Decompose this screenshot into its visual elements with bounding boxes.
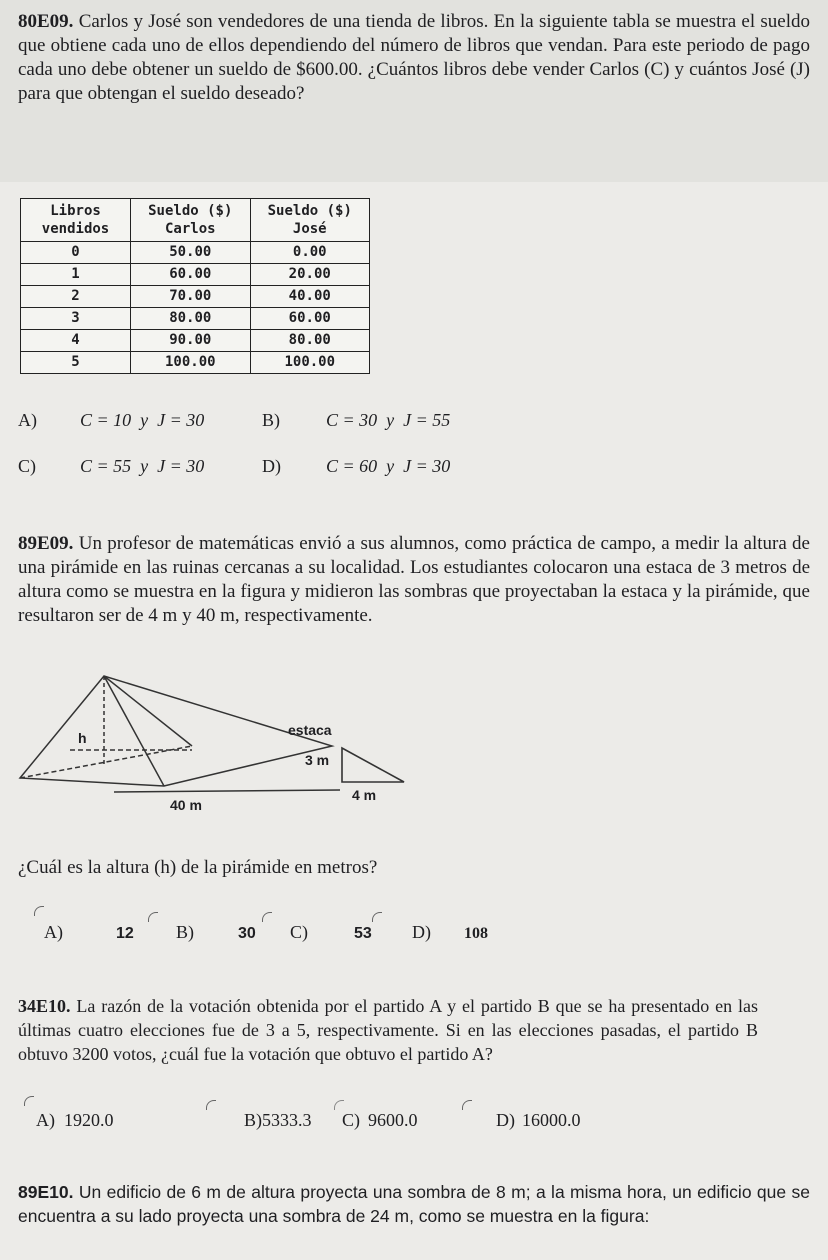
option-letter: D) bbox=[496, 1110, 515, 1130]
option-text: 16000.0 bbox=[522, 1110, 581, 1130]
table-row bbox=[21, 308, 370, 330]
option-letter: C) bbox=[18, 456, 36, 476]
option-text: 108 bbox=[464, 925, 488, 942]
radio-option-d[interactable] bbox=[462, 1100, 472, 1110]
table-cell: 4 bbox=[21, 330, 131, 352]
option-text: 9600.0 bbox=[368, 1110, 418, 1130]
table-cell: 90.00 bbox=[131, 330, 250, 352]
option-a[interactable] bbox=[36, 1110, 114, 1131]
question-prompt-text: ¿Cuál es la altura (h) de la pirámide en metros? bbox=[18, 857, 378, 878]
table-cell: 100.00 bbox=[131, 352, 250, 374]
question-89e09 bbox=[18, 532, 810, 628]
base-length-label: 40 m bbox=[170, 797, 202, 813]
table-cell: 40.00 bbox=[250, 286, 369, 308]
option-text: C = 10 y J = 30 bbox=[80, 410, 205, 430]
option-text: 53 bbox=[354, 925, 372, 942]
option-text: C = 55 y J = 30 bbox=[80, 456, 205, 476]
option-d[interactable] bbox=[496, 1110, 581, 1131]
option-letter: C) bbox=[342, 1110, 360, 1130]
radio-option-a[interactable] bbox=[34, 906, 44, 916]
radio-option-b[interactable] bbox=[148, 912, 158, 922]
table-cell: 100.00 bbox=[250, 352, 369, 374]
stake-title: estaca bbox=[288, 722, 332, 738]
radio-option-a[interactable] bbox=[24, 1096, 34, 1106]
option-d[interactable] bbox=[412, 922, 488, 943]
table-cell: 0 bbox=[21, 242, 131, 264]
table-cell: 2 bbox=[21, 286, 131, 308]
radio-option-d[interactable] bbox=[372, 912, 382, 922]
table-cell: 5 bbox=[21, 352, 131, 374]
header-jose: Sueldo ($) José bbox=[250, 199, 369, 242]
option-text: 1920.0 bbox=[64, 1110, 114, 1130]
option-letter: B) bbox=[176, 922, 194, 942]
question-text: Carlos y José son vendedores de una tienda de libros. En la siguiente tabla se muestra el sueldo que obtiene cada uno de ellos dependiendo del número de libros que vendan. Para este periodo de pago cada uno debe obtener un sueldo de $600.00. ¿Cuántos libros debe vender Carlos (C) y cuántos José (J) para que obtengan el sueldo deseado? bbox=[18, 11, 811, 104]
pyramid-outline bbox=[20, 676, 332, 786]
salary-table bbox=[20, 198, 370, 374]
pyramid-edge bbox=[104, 676, 192, 746]
table-cell: 3 bbox=[21, 308, 131, 330]
table-header-row bbox=[21, 199, 370, 242]
option-text: 30 bbox=[238, 925, 256, 942]
pyramid-base-line bbox=[20, 746, 192, 778]
option-b[interactable] bbox=[244, 1110, 312, 1131]
pyramid-figure bbox=[14, 670, 434, 830]
stake-triangle bbox=[342, 748, 404, 782]
option-letter: D) bbox=[412, 922, 431, 942]
table-cell: 60.00 bbox=[131, 264, 250, 286]
option-c[interactable] bbox=[290, 922, 372, 943]
radio-option-c[interactable] bbox=[262, 912, 272, 922]
table-row bbox=[21, 352, 370, 374]
option-letter: A) bbox=[36, 1110, 55, 1130]
option-b[interactable] bbox=[176, 922, 256, 943]
option-letter: D) bbox=[262, 456, 281, 476]
table-row bbox=[21, 264, 370, 286]
question-id: 80E09. bbox=[18, 11, 74, 32]
height-label: h bbox=[78, 730, 87, 746]
radio-option-b[interactable] bbox=[206, 1100, 216, 1110]
table-cell: 80.00 bbox=[131, 308, 250, 330]
question-id: 34E10. bbox=[18, 996, 71, 1016]
table-row bbox=[21, 330, 370, 352]
option-letter: A) bbox=[18, 410, 37, 430]
stake-height-label: 3 m bbox=[305, 752, 330, 768]
table-row bbox=[21, 242, 370, 264]
option-letter: B) bbox=[244, 1110, 262, 1130]
option-text: C = 60 y J = 30 bbox=[326, 456, 451, 476]
question-prompt bbox=[18, 856, 810, 880]
question-id: 89E09. bbox=[18, 533, 74, 554]
option-b[interactable] bbox=[262, 410, 450, 431]
option-c[interactable] bbox=[342, 1110, 418, 1131]
table-cell: 60.00 bbox=[250, 308, 369, 330]
question-34e10 bbox=[18, 994, 758, 1066]
option-letter: C) bbox=[290, 922, 308, 942]
option-c[interactable] bbox=[18, 456, 204, 477]
option-letter: B) bbox=[262, 410, 280, 430]
option-a[interactable] bbox=[18, 410, 204, 431]
header-books: Libros vendidos bbox=[21, 199, 131, 242]
option-text: 5333.3 bbox=[262, 1110, 312, 1130]
table-cell: 80.00 bbox=[250, 330, 369, 352]
question-text: La razón de la votación obtenida por el partido A y el partido B que se ha presentado en las últimas cuatro elecciones fue de 3 a 5, respectivamente. Si en las elecciones pasadas, el partido B obtuvo 3200 votos, ¿cuál fue la votación que obtuvo el partido A? bbox=[18, 996, 758, 1064]
header-carlos: Sueldo ($) Carlos bbox=[131, 199, 250, 242]
table-cell: 20.00 bbox=[250, 264, 369, 286]
question-text: Un edificio de 6 m de altura proyecta una sombra de 8 m; a la misma hora, un edificio que se encuentra a su lado proyecta una sombra de 24 m, como se muestra en la figura: bbox=[18, 1182, 810, 1226]
stake-shadow-label: 4 m bbox=[352, 787, 377, 803]
option-text: C = 30 y J = 55 bbox=[326, 410, 451, 430]
question-80e09 bbox=[18, 10, 810, 106]
table-cell: 70.00 bbox=[131, 286, 250, 308]
question-89e10 bbox=[18, 1180, 810, 1228]
shadow-dimension-line bbox=[114, 790, 340, 792]
table-cell: 0.00 bbox=[250, 242, 369, 264]
table-cell: 1 bbox=[21, 264, 131, 286]
pyramid-edge bbox=[104, 676, 164, 786]
table-row bbox=[21, 286, 370, 308]
option-a[interactable] bbox=[44, 922, 134, 943]
radio-option-c[interactable] bbox=[334, 1100, 344, 1110]
option-letter: A) bbox=[44, 922, 63, 942]
option-text: 12 bbox=[116, 925, 134, 942]
option-d[interactable] bbox=[262, 456, 450, 477]
table-cell: 50.00 bbox=[131, 242, 250, 264]
question-id: 89E10. bbox=[18, 1182, 74, 1202]
question-text: Un profesor de matemáticas envió a sus alumnos, como práctica de campo, a medir la altura de una pirámide en las ruinas cercanas a su localidad. Los estudiantes colocaron una estaca de 3 metros de altura como se muestra en la figura y midieron las sombras que proyectaban la estaca y la pirámide, que resultaron ser de 4 m y 40 m, respectivamente. bbox=[18, 533, 810, 626]
